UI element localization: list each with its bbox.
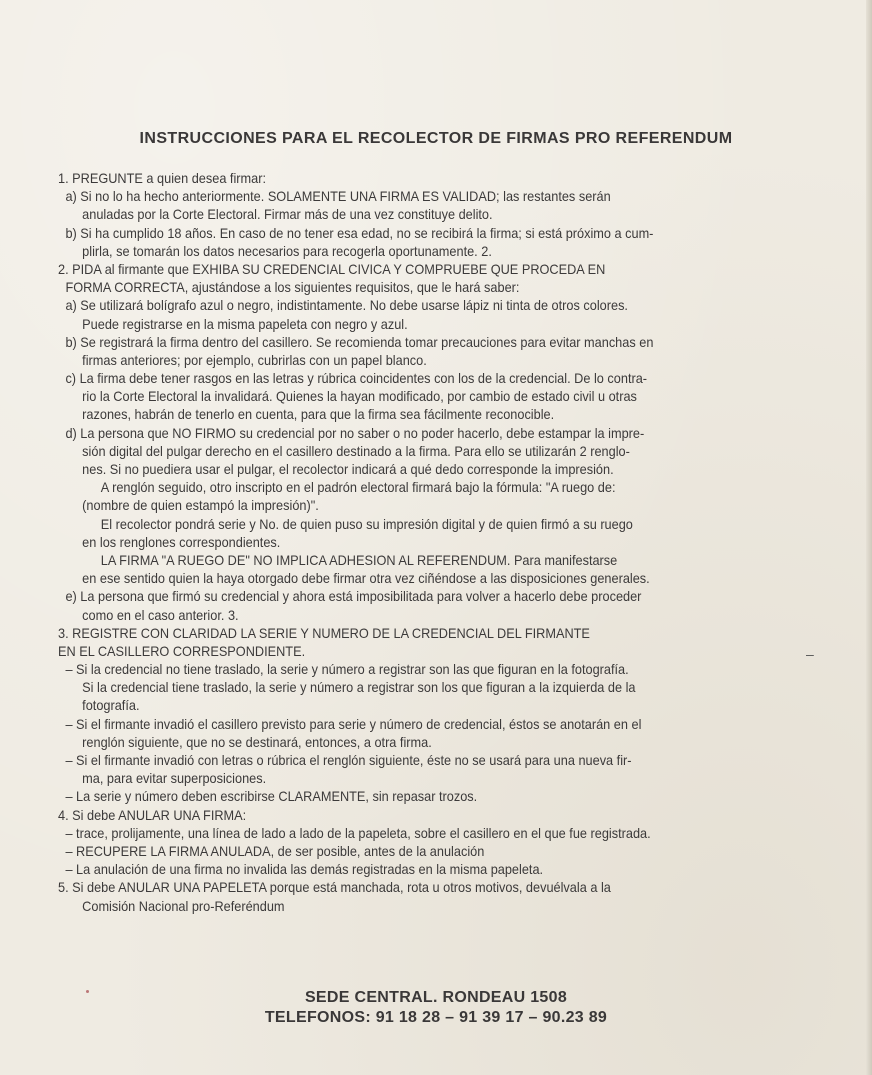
instruction-line: a) Se utilizará bolígrafo azul o negro, indistintamente. No debe usarse lápiz ni tinta de otros colores. — [65, 298, 628, 314]
instruction-line: 3. REGISTRE CON CLARIDAD LA SERIE Y NUMERO DE LA CREDENCIAL DEL FIRMANTE — [58, 625, 590, 641]
document-title: INSTRUCCIONES PARA EL RECOLECTOR DE FIRMAS PRO REFERENDUM — [139, 130, 733, 147]
instruction-line: – RECUPERE LA FIRMA ANULADA, de ser posible, antes de la anulación — [65, 843, 485, 859]
instructions-body — [58, 170, 800, 916]
instruction-line: en los renglones correspondientes. — [82, 534, 281, 550]
instruction-line: como en el caso anterior. 3. — [82, 607, 239, 623]
instruction-line: – Si el firmante invadió con letras o rúbrica el renglón siguiente, éste no se usará para una nueva fir- — [65, 753, 632, 768]
instruction-line: fotografía. — [82, 698, 140, 714]
instruction-line: en ese sentido quien la haya otorgado debe firmar otra vez ciñéndose a las disposiciones generales. — [82, 571, 650, 587]
instruction-line: Puede registrarse en la misma papeleta con negro y azul. — [82, 316, 408, 332]
instruction-line: – La serie y número deben escribirse CLARAMENTE, sin repasar trozos. — [65, 789, 478, 805]
instruction-line: ma, para evitar superposiciones. — [82, 771, 267, 787]
instruction-line: d) La persona que NO FIRMO su credencial por no saber o no poder hacerlo, debe estampar la impre- — [65, 425, 645, 441]
instruction-line: Comisión Nacional pro-Referéndum — [82, 898, 285, 914]
instruction-line: sión digital del pulgar derecho en el casillero destinado a la firma. Para ello se utilizarán 2 renglo- — [82, 443, 630, 459]
instruction-line: 5. Si debe ANULAR UNA PAPELETA porque está manchada, rota u otros motivos, devuélvala a la — [58, 880, 611, 896]
stray-mark: – — [806, 646, 814, 662]
instruction-line: LA FIRMA "A RUEGO DE" NO IMPLICA ADHESION AL REFERENDUM. Para manifestarse — [100, 552, 618, 568]
instruction-line: – trace, prolijamente, una línea de lado a lado de la papeleta, sobre el casillero en el que fue registrada. — [65, 825, 651, 841]
instruction-line: 1. PREGUNTE a quien desea firmar: — [58, 171, 267, 186]
instruction-line: firmas anteriores; por ejemplo, cubrirlas con un papel blanco. — [82, 352, 427, 368]
instruction-line: c) La firma debe tener rasgos en las letras y rúbrica coincidentes con los de la credencial. De lo contra- — [65, 371, 648, 387]
instruction-line: razones, habrán de tenerlo en cuenta, para que la firma sea fácilmente reconocible. — [82, 407, 555, 423]
instruction-line: (nombre de quien estampó la impresión)". — [82, 498, 319, 514]
instruction-line: El recolector pondrá serie y No. de quien puso su impresión digital y de quien firmó a su ruego — [100, 516, 633, 532]
instruction-line: nes. Si no puediera usar el pulgar, el recolector indicará a qué dedo corresponde la impresión. — [82, 462, 614, 477]
instruction-line: e) La persona que firmó su credencial y ahora está imposibilitada para volver a hacerlo debe proceder — [65, 589, 642, 605]
footer-phones: TELEFONOS: 91 18 28 – 91 39 17 – 90.23 89 — [264, 1009, 608, 1026]
instruction-line: FORMA CORRECTA, ajustándose a los siguientes requisitos, que le hará saber: — [65, 280, 520, 296]
instruction-line: – Si la credencial no tiene traslado, la serie y número a registrar son las que figuran en la fotografía. — [65, 662, 629, 678]
instruction-line: Si la credencial tiene traslado, la serie y número a registrar son los que figuran a la izquierda de la — [82, 680, 636, 696]
instruction-line: b) Se registrará la firma dentro del casillero. Se recomienda tomar precauciones para evitar manchas en — [65, 334, 654, 350]
instruction-line: 2. PIDA al firmante que EXHIBA SU CREDENCIAL CIVICA Y COMPRUEBE QUE PROCEDA EN — [58, 261, 606, 277]
instruction-line: – Si el firmante invadió el casillero previsto para serie y número de credencial, éstos se anotarán en el — [65, 716, 642, 732]
instruction-line: EN EL CASILLERO CORRESPONDIENTE. — [58, 643, 306, 659]
instruction-line: 4. Si debe ANULAR UNA FIRMA: — [58, 807, 247, 823]
instruction-line: renglón siguiente, que no se destinará, entonces, a otra firma. — [82, 734, 432, 750]
instruction-line: rio la Corte Electoral la invalidará. Quienes la hayan modificado, por cambio de estado civil u otras — [82, 389, 637, 405]
instruction-line: anuladas por la Corte Electoral. Firmar más de una vez constituye delito. — [82, 207, 493, 223]
instruction-line: – La anulación de una firma no invalida las demás registradas en la misma papeleta. — [65, 862, 544, 878]
ink-speck — [86, 990, 89, 993]
instruction-line: plirla, se tomarán los datos necesarios para recogerla oportunamente. 2. — [82, 243, 492, 259]
footer-contact — [0, 988, 872, 1028]
instruction-line: A renglón seguido, otro inscripto en el padrón electoral firmará bajo la fórmula: "A ruego de: — [100, 480, 616, 496]
footer-address: SEDE CENTRAL. RONDEAU 1508 — [304, 989, 568, 1006]
paper-edge — [866, 0, 872, 1075]
instruction-line: a) Si no lo ha hecho anteriormente. SOLAMENTE UNA FIRMA ES VALIDAD; las restantes serán — [65, 189, 611, 205]
instruction-line: b) Si ha cumplido 18 años. En caso de no tener esa edad, no se recibirá la firma; si está próximo a cum- — [65, 225, 654, 241]
